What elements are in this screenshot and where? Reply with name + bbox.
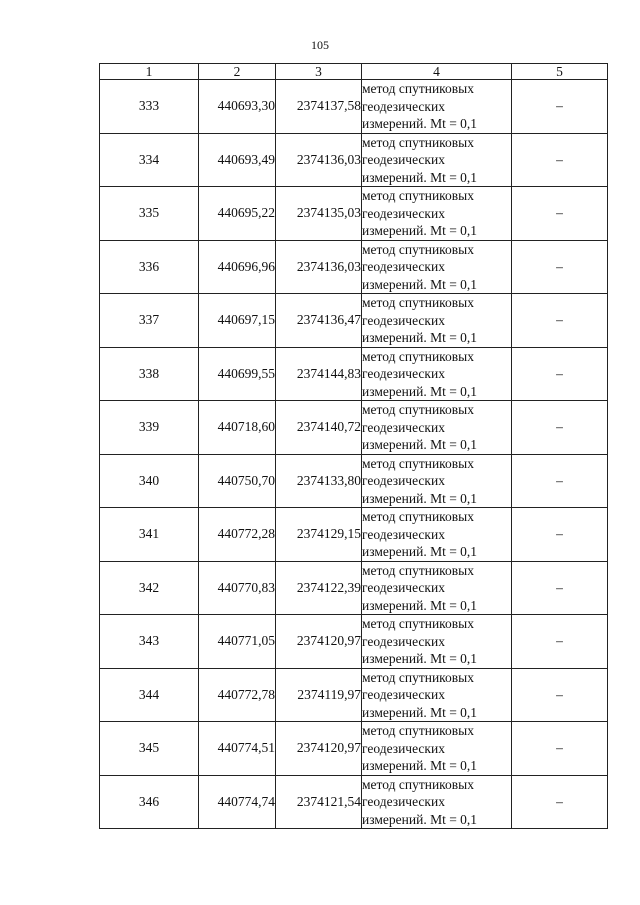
note-cell: – [512, 294, 608, 348]
method-line: геодезических [362, 419, 445, 435]
method-line: измерений. Mt = 0,1 [362, 330, 478, 345]
method-line: геодезических [362, 473, 445, 488]
table-row [100, 294, 608, 348]
method-line: метод спутниковых [362, 241, 474, 257]
note-cell: – [512, 80, 608, 134]
method-line: метод спутниковых [362, 348, 474, 364]
method-cell [362, 722, 512, 776]
column-header-2: 2 [199, 64, 276, 80]
table-body [100, 80, 608, 829]
x-coordinate-cell: 440693,30 [199, 80, 276, 134]
note-cell: – [512, 561, 608, 615]
note-cell: – [512, 668, 608, 722]
table-row [100, 668, 608, 722]
x-coordinate-cell: 440774,51 [199, 722, 276, 776]
y-coordinate-cell: 2374119,97 [276, 668, 362, 722]
method-line: метод спутниковых [362, 562, 474, 578]
method-line: метод спутниковых [362, 295, 474, 310]
point-number-cell: 342 [100, 561, 199, 615]
method-line: измерений. Mt = 0,1 [362, 276, 478, 292]
x-coordinate-cell: 440693,49 [199, 133, 276, 187]
table-row [100, 561, 608, 615]
method-cell [362, 133, 512, 187]
note-cell: – [512, 775, 608, 829]
method-cell [362, 347, 512, 401]
method-line: метод спутниковых [362, 509, 474, 524]
point-number-cell: 346 [100, 775, 199, 829]
method-line: измерений. Mt = 0,1 [362, 437, 478, 452]
point-number-cell: 339 [100, 401, 199, 455]
point-number-cell: 334 [100, 133, 199, 187]
y-coordinate-cell: 2374120,97 [276, 722, 362, 776]
method-cell [362, 615, 512, 669]
method-line: геодезических [362, 633, 445, 649]
method-line: метод спутниковых [362, 455, 474, 471]
method-line: измерений. Mt = 0,1 [362, 651, 478, 666]
note-cell: – [512, 454, 608, 508]
method-line: геодезических [362, 526, 445, 542]
table-row [100, 401, 608, 455]
method-line: измерений. Mt = 0,1 [362, 758, 478, 773]
note-cell: – [512, 240, 608, 294]
method-cell [362, 187, 512, 241]
y-coordinate-cell: 2374122,39 [276, 561, 362, 615]
note-cell: – [512, 508, 608, 562]
x-coordinate-cell: 440696,96 [199, 240, 276, 294]
method-line: измерений. Mt = 0,1 [362, 490, 478, 506]
note-cell: – [512, 401, 608, 455]
page-number: 105 [311, 38, 329, 52]
method-cell [362, 454, 512, 508]
method-line: метод спутниковых [362, 723, 474, 738]
method-line: измерений. Mt = 0,1 [362, 704, 478, 720]
method-line: измерений. Mt = 0,1 [362, 597, 478, 613]
method-line: геодезических [362, 205, 445, 221]
method-line: измерений. Mt = 0,1 [362, 544, 478, 559]
y-coordinate-cell: 2374140,72 [276, 401, 362, 455]
point-number-cell: 337 [100, 294, 199, 348]
x-coordinate-cell: 440770,83 [199, 561, 276, 615]
method-line: метод спутниковых [362, 776, 474, 792]
x-coordinate-cell: 440718,60 [199, 401, 276, 455]
column-header-4: 4 [362, 64, 512, 80]
y-coordinate-cell: 2374136,03 [276, 133, 362, 187]
table-row [100, 775, 608, 829]
table-row [100, 80, 608, 134]
table-row [100, 240, 608, 294]
method-line: метод спутниковых [362, 616, 474, 631]
method-line: измерений. Mt = 0,1 [362, 169, 478, 185]
method-line: метод спутниковых [362, 134, 474, 150]
method-cell [362, 401, 512, 455]
method-line: геодезических [362, 687, 445, 702]
point-number-cell: 340 [100, 454, 199, 508]
x-coordinate-cell: 440699,55 [199, 347, 276, 401]
point-number-cell: 344 [100, 668, 199, 722]
method-line: метод спутниковых [362, 81, 474, 96]
method-line: геодезических [362, 740, 445, 756]
table-row [100, 722, 608, 776]
table-row [100, 508, 608, 562]
method-cell [362, 294, 512, 348]
x-coordinate-cell: 440697,15 [199, 294, 276, 348]
method-cell [362, 561, 512, 615]
method-line: измерений. Mt = 0,1 [362, 223, 478, 238]
x-coordinate-cell: 440774,74 [199, 775, 276, 829]
y-coordinate-cell: 2374133,80 [276, 454, 362, 508]
method-line: измерений. Mt = 0,1 [362, 383, 478, 399]
method-line: геодезических [362, 312, 445, 328]
method-line: метод спутниковых [362, 188, 474, 203]
table-row [100, 615, 608, 669]
y-coordinate-cell: 2374129,15 [276, 508, 362, 562]
point-number-cell: 341 [100, 508, 199, 562]
x-coordinate-cell: 440695,22 [199, 187, 276, 241]
note-cell: – [512, 347, 608, 401]
method-line: геодезических [362, 98, 445, 114]
method-cell [362, 80, 512, 134]
method-line: геодезических [362, 152, 445, 167]
y-coordinate-cell: 2374120,97 [276, 615, 362, 669]
point-number-cell: 345 [100, 722, 199, 776]
point-number-cell: 343 [100, 615, 199, 669]
y-coordinate-cell: 2374144,83 [276, 347, 362, 401]
header-row [100, 64, 608, 80]
column-header-5: 5 [512, 64, 608, 80]
y-coordinate-cell: 2374136,47 [276, 294, 362, 348]
x-coordinate-cell: 440772,78 [199, 668, 276, 722]
y-coordinate-cell: 2374135,03 [276, 187, 362, 241]
method-line: измерений. Mt = 0,1 [362, 811, 478, 827]
method-line: геодезических [362, 366, 445, 381]
column-header-3: 3 [276, 64, 362, 80]
method-cell [362, 240, 512, 294]
table-header [100, 64, 608, 80]
x-coordinate-cell: 440750,70 [199, 454, 276, 508]
method-line: метод спутниковых [362, 669, 474, 685]
table-row [100, 454, 608, 508]
method-cell [362, 668, 512, 722]
note-cell: – [512, 187, 608, 241]
y-coordinate-cell: 2374121,54 [276, 775, 362, 829]
method-line: измерений. Mt = 0,1 [362, 116, 478, 131]
x-coordinate-cell: 440772,28 [199, 508, 276, 562]
table-row [100, 187, 608, 241]
y-coordinate-cell: 2374137,58 [276, 80, 362, 134]
method-cell [362, 508, 512, 562]
note-cell: – [512, 615, 608, 669]
coordinates-table [99, 63, 608, 829]
column-header-1: 1 [100, 64, 199, 80]
method-line: геодезических [362, 580, 445, 595]
y-coordinate-cell: 2374136,03 [276, 240, 362, 294]
note-cell: – [512, 133, 608, 187]
point-number-cell: 335 [100, 187, 199, 241]
method-cell [362, 775, 512, 829]
method-line: геодезических [362, 259, 445, 274]
table-row [100, 347, 608, 401]
method-line: метод спутниковых [362, 402, 474, 417]
point-number-cell: 336 [100, 240, 199, 294]
method-line: геодезических [362, 794, 445, 809]
point-number-cell: 338 [100, 347, 199, 401]
table-row [100, 133, 608, 187]
note-cell: – [512, 722, 608, 776]
point-number-cell: 333 [100, 80, 199, 134]
x-coordinate-cell: 440771,05 [199, 615, 276, 669]
